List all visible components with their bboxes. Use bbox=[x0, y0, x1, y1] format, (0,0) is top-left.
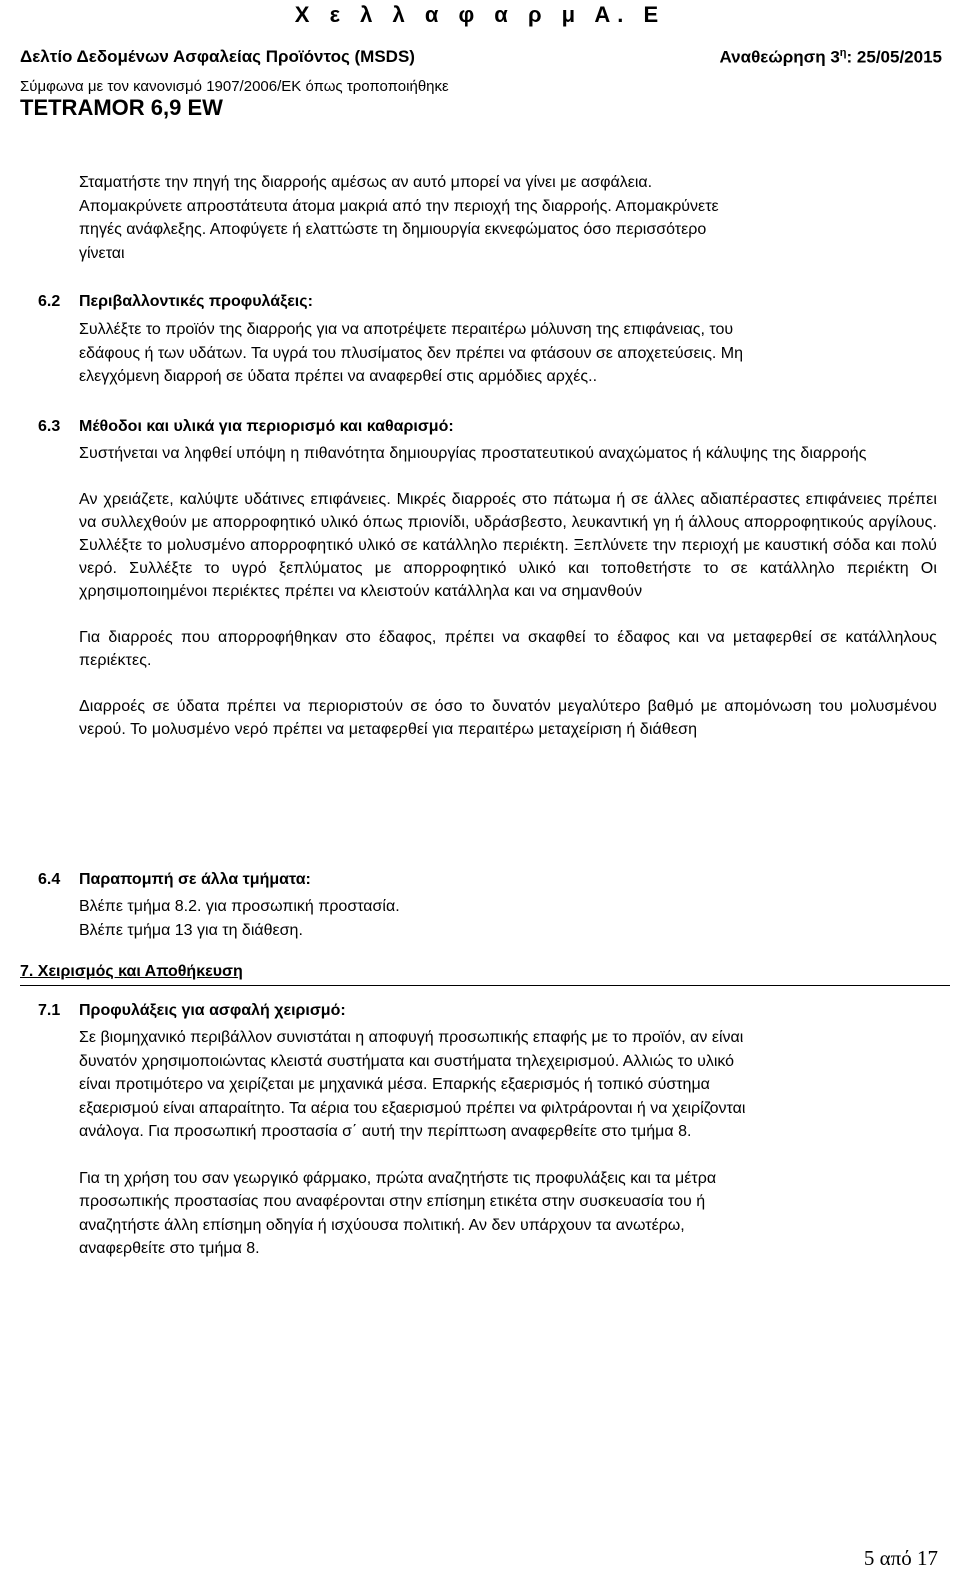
body-paragraph: Για διαρροές που απορροφήθηκαν στο έδαφος, πρέπει να σκαφθεί το έδαφος και να μεταφερθεί σε κατάλληλους περιέκτες. bbox=[79, 629, 937, 669]
revision-date: : 25/05/2015 bbox=[846, 47, 942, 67]
body-line: προσωπικής προστασίας που αναφέρονται στην επίσημη ετικέτα στην συσκευασία του ή bbox=[79, 1193, 706, 1210]
body-line: Σε βιομηχανικό περιβάλλον συνιστάται η αποφυγή προσωπικής επαφής με το προϊόν, αν είναι bbox=[79, 1029, 744, 1046]
body-line: δυνατόν χρησιμοποιώντας κλειστά συστήματα και συστήματα τηλεχειρισμού. Αλλιώς το υλικό bbox=[79, 1052, 735, 1070]
section-6-2-body bbox=[79, 318, 743, 389]
section-7-1-number: 7.1 bbox=[38, 1002, 61, 1019]
section-6-3-body bbox=[79, 442, 937, 741]
section-7-1-body bbox=[79, 1026, 745, 1261]
intro-line: γίνεται bbox=[79, 244, 125, 262]
body-line: Συλλέξτε το προϊόν της διαρροής για να αποτρέψετε περαιτέρω μόλυνση της επιφάνειας, του bbox=[79, 321, 734, 338]
body-paragraph: Διαρροές σε ύδατα πρέπει να περιοριστούν σε όσο το δυνατόν μεγαλύτερο βαθμό με απομόνωση του μολυσμένου νερού. Το μολυσμένο νερό πρέπει να μεταφερθεί για περαιτέρω μεταχείριση ή διάθεση bbox=[79, 698, 937, 738]
section-7-1-title: Προφυλάξεις για ασφαλή χειρισμό: bbox=[79, 1002, 346, 1019]
body-line: εξαερισμού είναι απαραίτητο. Τα αέρια του εξαερισμού πρέπει να φιλτράρονται ή να χειρίζονται bbox=[79, 1099, 746, 1117]
revision-sup: η bbox=[839, 47, 847, 59]
revision-prefix: Αναθεώρηση 3 bbox=[719, 47, 840, 67]
section-6-4-number: 6.4 bbox=[38, 871, 61, 888]
body-line: Για τη χρήση του σαν γεωργικό φάρμακο, πρώτα αναζητήστε τις προφυλάξεις και τα μέτρα bbox=[79, 1169, 717, 1187]
company-name: Χ ε λ λ α φ α ρ μ Α. Ε bbox=[294, 2, 666, 27]
section-6-2-title: Περιβαλλοντικές προφυλάξεις: bbox=[79, 293, 313, 310]
body-line: εδάφους ή των υδάτων. Τα υγρά του πλυσίματος δεν πρέπει να φτάσουν σε αποχετεύσεις. Μη bbox=[79, 344, 744, 362]
body-line: είναι προτιμότερο να χειρίζεται με μηχανικά μέσα. Επαρκής εξαερισμός ή τοπικό σύστημα bbox=[79, 1076, 710, 1093]
page-number: 5 από 17 bbox=[863, 1546, 938, 1570]
intro-line: Σταματήστε την πηγή της διαρροής αμέσως αν αυτό μπορεί να γίνει με ασφάλεια. bbox=[79, 174, 653, 191]
body-line: Βλέπε τμήμα 13 για τη διάθεση. bbox=[79, 921, 303, 939]
intro-line: πηγές ανάφλεξης. Αποφύγετε ή ελαττώστε τη δημιουργία εκνεφώματος όσο περισσότερο bbox=[79, 221, 707, 238]
body-line: Βλέπε τμήμα 8.2. για προσωπική προστασία. bbox=[79, 898, 400, 915]
body-paragraph: Συστήνεται να ληφθεί υπόψη η πιθανότητα δημιουργίας προστατευτικού αναχώματος ή κάλυψης της διαρροής bbox=[79, 445, 867, 462]
product-name: TETRAMOR 6,9 EW bbox=[20, 95, 223, 120]
section-6-3-title: Μέθοδοι και υλικά για περιορισμό και καθαρισμό: bbox=[79, 418, 454, 435]
intro-line: Απομακρύνετε απροστάτευτα άτομα μακριά από την περιοχή της διαρροής. Απομακρύνετε bbox=[79, 197, 719, 215]
body-line: αναφερθείτε στο τμήμα 8. bbox=[79, 1240, 260, 1257]
section-divider bbox=[20, 985, 950, 986]
section-6-4-body bbox=[79, 895, 400, 942]
body-line: αναζητήστε άλλη επίσημη οδηγία ή ισχύουσα πολιτική. Αν δεν υπάρχουν τα ανωτέρω, bbox=[79, 1216, 685, 1234]
section-7-title: 7. Χειρισμός και Αποθήκευση bbox=[20, 963, 243, 980]
document-title: Δελτίο Δεδομένων Ασφαλείας Προϊόντος (MSDS) bbox=[20, 47, 415, 66]
section-6-3-number: 6.3 bbox=[38, 418, 61, 435]
regulation-text: Σύμφωνα με τον κανονισμό 1907/2006/ΕΚ όπως τροποποιήθηκε bbox=[20, 78, 449, 95]
body-line: ελεγχόμενη διαρροή σε ύδατα πρέπει να αναφερθεί στις αρμόδιες αρχές.. bbox=[79, 368, 598, 385]
intro-paragraph bbox=[79, 171, 719, 265]
body-line: ανάλογα. Για προσωπική προστασία σ΄ αυτή την περίπτωση αναφερθείτε στο τμήμα 8. bbox=[79, 1123, 692, 1140]
section-6-4-title: Παραπομπή σε άλλα τμήματα: bbox=[79, 871, 311, 888]
body-paragraph: Αν χρειάζετε, καλύψτε υδάτινες επιφάνειες. Μικρές διαρροές στο πάτωμα ή σε άλλες αδιαπέραστες επιφάνειες πρέπει να συλλεχθούν με απορροφητικό υλικό όπως πριονίδι, υδράσβεστο, λευκαντική γη ή άλλους απορροφητικούς αργίλους. Συλλέξτε το μολυσμένο απορροφητικό υλικό σε κατάλληλο περιέκτη. Ξεπλύνετε την περιοχή με καυστική σόδα και πολύ νερό. Συλλέξτε το υγρό ξεπλύματος με απορροφητικό υλικό και τοποθετήστε το σε κατάλληλο περιέκτη Οι χρησιμοποιημένοι περιέκτες πρέπει να κλειστούν κατάλληλα και να σημανθούν bbox=[79, 491, 937, 600]
section-6-2-number: 6.2 bbox=[38, 293, 61, 310]
revision-info bbox=[720, 47, 942, 68]
